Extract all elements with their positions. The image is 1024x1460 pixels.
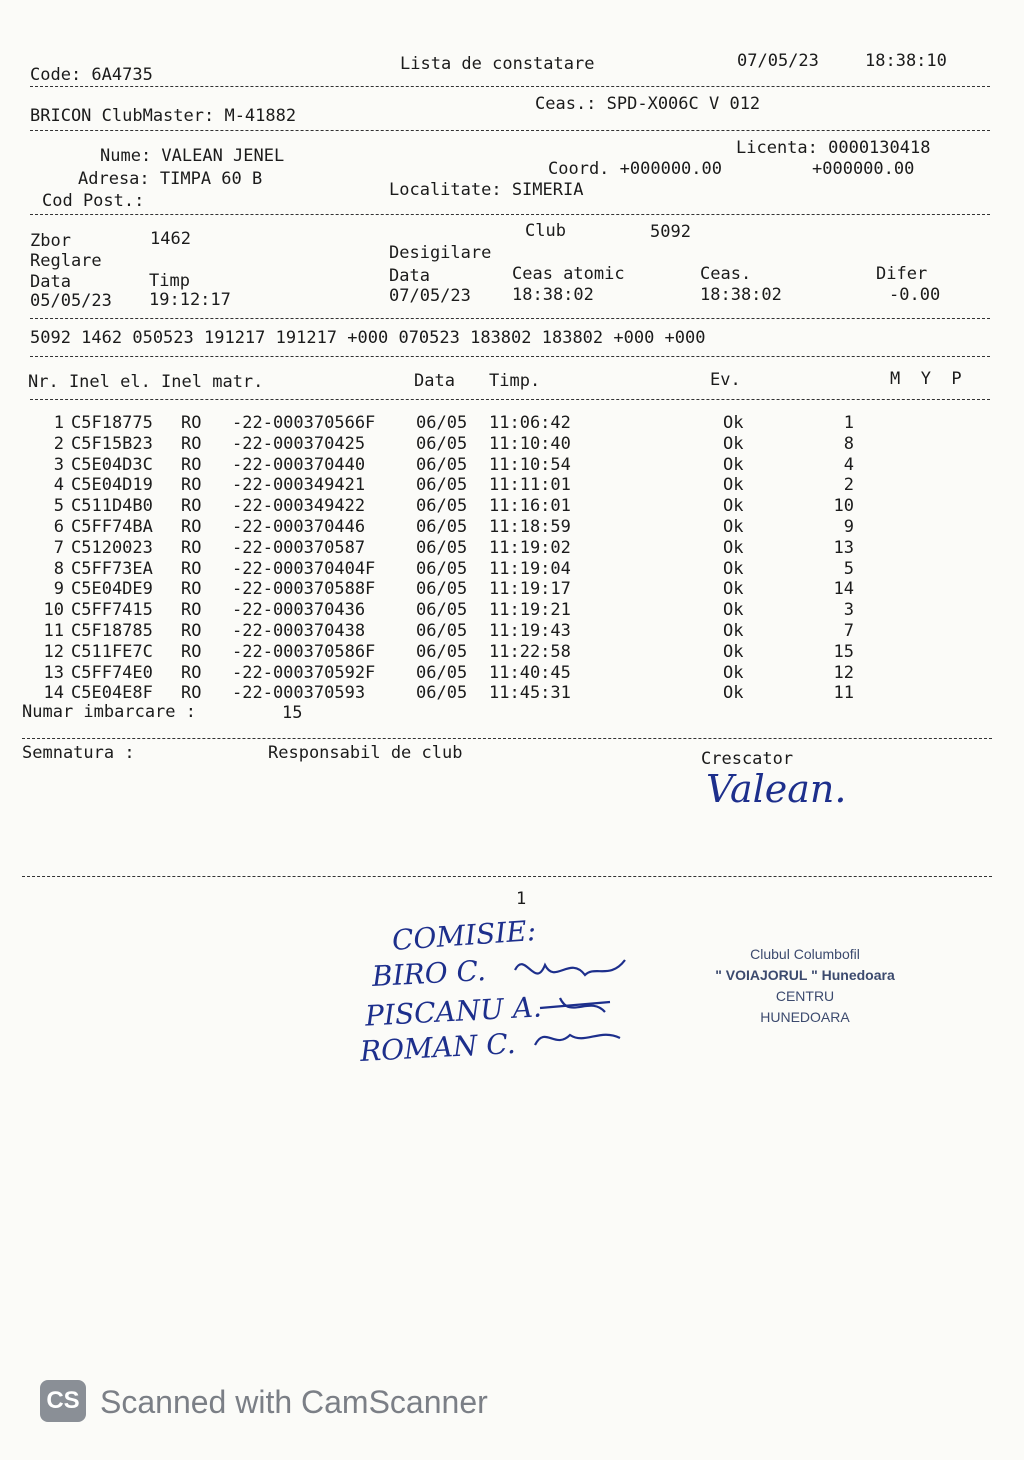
cell-ev: Ok <box>723 496 744 517</box>
coord-label: Coord. +000000.00 <box>548 159 722 179</box>
table-row <box>0 621 1024 642</box>
cell-el: C5E04D3C <box>71 454 153 475</box>
cell-matr: -22-000370425 <box>232 433 366 454</box>
cell-timp: 11:11:01 <box>489 475 571 496</box>
cell-timp: 11:40:45 <box>489 662 571 683</box>
cell-nr: 1 <box>53 413 64 433</box>
cell-matr: -22-000370440 <box>232 454 366 475</box>
cell-data: 06/05 <box>416 662 468 683</box>
cell-el: C5FF73EA <box>71 558 153 579</box>
header-date: 07/05/23 <box>737 51 819 71</box>
cell-nr: 5 <box>53 496 64 517</box>
cell-el: C5FF74E0 <box>71 662 153 683</box>
cell-el: C5E04E8F <box>71 683 153 704</box>
cell-matr: -22-000370566F <box>232 413 376 433</box>
club-manager-label: Responsabil de club <box>268 743 463 763</box>
cell-el: C511D4B0 <box>71 496 153 517</box>
cell-el: C5F18775 <box>71 413 153 433</box>
cell-cc: RO <box>181 496 202 517</box>
divider <box>22 738 992 739</box>
cell-ev: Ok <box>723 558 744 579</box>
cell-nr: 14 <box>43 683 64 704</box>
table-row <box>0 663 1024 684</box>
clock-short-label: Ceas. <box>700 264 752 284</box>
owner-name: Nume: VALEAN JENEL <box>100 146 285 166</box>
cell-el: C5FF74BA <box>71 517 153 537</box>
cell-data: 06/05 <box>416 683 468 704</box>
cell-matr: -22-000370587 <box>232 537 366 558</box>
code-label: Code: 6A4735 <box>30 65 153 85</box>
cell-nr: 11 <box>43 621 64 641</box>
cell-matr: -22-000370436 <box>232 600 366 621</box>
cell-cc: RO <box>181 433 202 454</box>
cell-matr: -22-000349421 <box>232 475 366 496</box>
cell-pos: 9 <box>843 517 854 537</box>
cell-nr: 8 <box>53 558 64 579</box>
divider <box>22 876 992 877</box>
cell-cc: RO <box>181 600 202 621</box>
cell-cc: RO <box>181 621 202 641</box>
cell-pos: 3 <box>843 600 854 621</box>
cell-timp: 11:18:59 <box>489 517 571 537</box>
commission-title: COMISIE: <box>390 914 538 957</box>
cell-ev: Ok <box>723 475 744 496</box>
table-row <box>0 434 1024 455</box>
cell-data: 06/05 <box>416 454 468 475</box>
boarding-count-value: 15 <box>282 703 303 723</box>
unsealing-date: 07/05/23 <box>389 286 471 306</box>
cell-ev: Ok <box>723 600 744 621</box>
cell-matr: -22-000370592F <box>232 662 376 683</box>
code-line: 5092 1462 050523 191217 191217 +000 070523 183802 183802 +000 +000 <box>30 328 706 348</box>
cell-el: C5120023 <box>71 537 153 558</box>
cell-nr: 3 <box>53 454 64 475</box>
cell-nr: 12 <box>43 641 64 662</box>
cell-ev: Ok <box>723 537 744 558</box>
cell-data: 06/05 <box>416 475 468 496</box>
table-row <box>0 475 1024 496</box>
locality-label: Localitate: SIMERIA <box>389 180 584 200</box>
cell-matr: -22-000370438 <box>232 621 366 641</box>
owner-address: Adresa: TIMPA 60 B <box>78 169 263 189</box>
cell-data: 06/05 <box>416 641 468 662</box>
column-header-date: Data <box>414 371 455 391</box>
cell-nr: 7 <box>53 537 64 558</box>
table-row <box>0 579 1024 600</box>
cell-matr: -22-000370404F <box>232 558 376 579</box>
stamp-line: " VOIAJORUL " Hunedoara <box>715 967 895 983</box>
setting-time: 19:12:17 <box>149 290 231 310</box>
cell-pos: 5 <box>843 558 854 579</box>
setting-label: Reglare <box>30 251 102 271</box>
cell-nr: 13 <box>43 662 64 683</box>
cell-matr: -22-000370446 <box>232 517 366 537</box>
cell-cc: RO <box>181 413 202 433</box>
cell-nr: 9 <box>53 579 64 600</box>
cell-timp: 11:22:58 <box>489 641 571 662</box>
cell-pos: 15 <box>833 641 854 662</box>
stamp-line: HUNEDOARA <box>760 1009 850 1025</box>
commission-member: ROMAN C. <box>359 1026 517 1069</box>
cell-data: 06/05 <box>416 600 468 621</box>
club-stamp <box>700 944 910 1028</box>
cell-timp: 11:19:43 <box>489 621 571 641</box>
table-row <box>0 496 1024 517</box>
camscanner-watermark: Scanned with CamScanner <box>100 1384 488 1420</box>
club-value: 5092 <box>650 222 691 242</box>
cell-el: C5F15B23 <box>71 433 153 454</box>
setting-date-label: Data <box>30 272 71 292</box>
document-title: Lista de constatare <box>400 54 595 74</box>
divider <box>30 356 990 357</box>
column-header-time: Timp. <box>489 371 541 391</box>
cell-pos: 4 <box>843 454 854 475</box>
setting-date: 05/05/23 <box>30 291 112 311</box>
cell-cc: RO <box>181 537 202 558</box>
cell-data: 06/05 <box>416 517 468 537</box>
cell-ev: Ok <box>723 579 744 600</box>
breeder-signature: Valean. <box>706 767 847 811</box>
cell-pos: 11 <box>833 683 854 704</box>
column-header-myp: M Y P <box>890 369 962 389</box>
column-header-ring: Nr. Inel el. Inel matr. <box>28 372 264 392</box>
cell-el: C5E04DE9 <box>71 579 153 600</box>
postal-code-label: Cod Post.: <box>42 191 145 211</box>
cell-data: 06/05 <box>416 496 468 517</box>
cell-cc: RO <box>181 579 202 600</box>
cell-pos: 1 <box>843 413 854 433</box>
cell-nr: 6 <box>53 517 64 537</box>
cell-nr: 10 <box>43 600 64 621</box>
cell-pos: 2 <box>843 475 854 496</box>
cell-ev: Ok <box>723 454 744 475</box>
cell-timp: 11:19:02 <box>489 537 571 558</box>
cell-data: 06/05 <box>416 558 468 579</box>
cell-el: C5E04D19 <box>71 475 153 496</box>
stamp-line: Clubul Columbofil <box>750 946 860 962</box>
table-row <box>0 642 1024 663</box>
divider <box>30 318 990 319</box>
cell-pos: 10 <box>833 496 854 517</box>
cell-data: 06/05 <box>416 413 468 433</box>
difference-value: -0.00 <box>889 285 941 305</box>
divider <box>30 399 990 400</box>
cell-el: C5F18785 <box>71 621 153 641</box>
cell-pos: 14 <box>833 579 854 600</box>
cell-cc: RO <box>181 517 202 537</box>
table-row <box>0 455 1024 476</box>
table-row <box>0 600 1024 621</box>
cell-cc: RO <box>181 454 202 475</box>
camscanner-logo-icon: CS <box>40 1380 86 1422</box>
cell-timp: 11:16:01 <box>489 496 571 517</box>
atomic-clock-value: 18:38:02 <box>512 285 594 305</box>
cell-timp: 11:19:17 <box>489 579 571 600</box>
atomic-clock-label: Ceas atomic <box>512 264 625 284</box>
cell-cc: RO <box>181 662 202 683</box>
cell-pos: 8 <box>843 433 854 454</box>
cell-timp: 11:10:54 <box>489 454 571 475</box>
cell-data: 06/05 <box>416 621 468 641</box>
flight-label: Zbor <box>30 231 71 251</box>
cell-ev: Ok <box>723 621 744 641</box>
breeder-label: Crescator <box>701 749 794 769</box>
commission-signatures <box>500 950 650 1060</box>
clock-value: 18:38:02 <box>700 285 782 305</box>
cell-matr: -22-000370588F <box>232 579 376 600</box>
cell-data: 06/05 <box>416 579 468 600</box>
stamp-line: CENTRU <box>775 988 835 1004</box>
clock-label: Ceas.: SPD-X006C V 012 <box>535 94 761 114</box>
cell-el: C5FF7415 <box>71 600 153 621</box>
licence-label: Licenta: 0000130418 <box>736 138 931 158</box>
cell-data: 06/05 <box>416 537 468 558</box>
cell-ev: Ok <box>723 517 744 537</box>
cell-cc: RO <box>181 683 202 704</box>
signature-label: Semnatura : <box>22 743 135 763</box>
cell-nr: 2 <box>53 433 64 454</box>
table-row <box>0 413 1024 434</box>
cell-pos: 7 <box>843 621 854 641</box>
cell-matr: -22-000349422 <box>232 496 366 517</box>
cell-cc: RO <box>181 558 202 579</box>
cell-el: C511FE7C <box>71 641 153 662</box>
cell-timp: 11:06:42 <box>489 413 571 433</box>
column-header-event: Ev. <box>710 370 741 390</box>
clubmaster-label: BRICON ClubMaster: M-41882 <box>30 106 297 126</box>
unsealing-date-label: Data <box>389 266 430 286</box>
divider <box>30 130 990 131</box>
cell-nr: 4 <box>53 475 64 496</box>
page-number: 1 <box>516 889 527 909</box>
cell-ev: Ok <box>723 433 744 454</box>
cell-ev: Ok <box>723 413 744 433</box>
cell-timp: 11:19:04 <box>489 558 571 579</box>
cell-timp: 11:10:40 <box>489 433 571 454</box>
cell-cc: RO <box>181 475 202 496</box>
cell-pos: 12 <box>833 662 854 683</box>
cell-cc: RO <box>181 641 202 662</box>
cell-timp: 11:45:31 <box>489 683 571 704</box>
cell-pos: 13 <box>833 537 854 558</box>
unsealing-label: Desigilare <box>389 243 492 263</box>
flight-value: 1462 <box>150 229 191 249</box>
divider <box>30 214 990 215</box>
header-time: 18:38:10 <box>865 51 947 71</box>
coord-second: +000000.00 <box>812 159 915 179</box>
cell-matr: -22-000370593 <box>232 683 366 704</box>
setting-time-label: Timp <box>149 271 190 291</box>
divider <box>30 86 990 87</box>
boarding-count-label: Numar imbarcare : <box>22 702 196 722</box>
club-label: Club <box>525 221 566 241</box>
difference-label: Difer <box>876 264 928 284</box>
cell-ev: Ok <box>723 662 744 683</box>
table-row <box>0 538 1024 559</box>
cell-data: 06/05 <box>416 433 468 454</box>
commission-member: PISCANU A. <box>364 990 543 1033</box>
cell-timp: 11:19:21 <box>489 600 571 621</box>
cell-ev: Ok <box>723 683 744 704</box>
table-row <box>0 517 1024 538</box>
cell-ev: Ok <box>723 641 744 662</box>
cell-matr: -22-000370586F <box>232 641 376 662</box>
commission-member: BIRO C. <box>371 954 487 993</box>
table-row <box>0 559 1024 580</box>
